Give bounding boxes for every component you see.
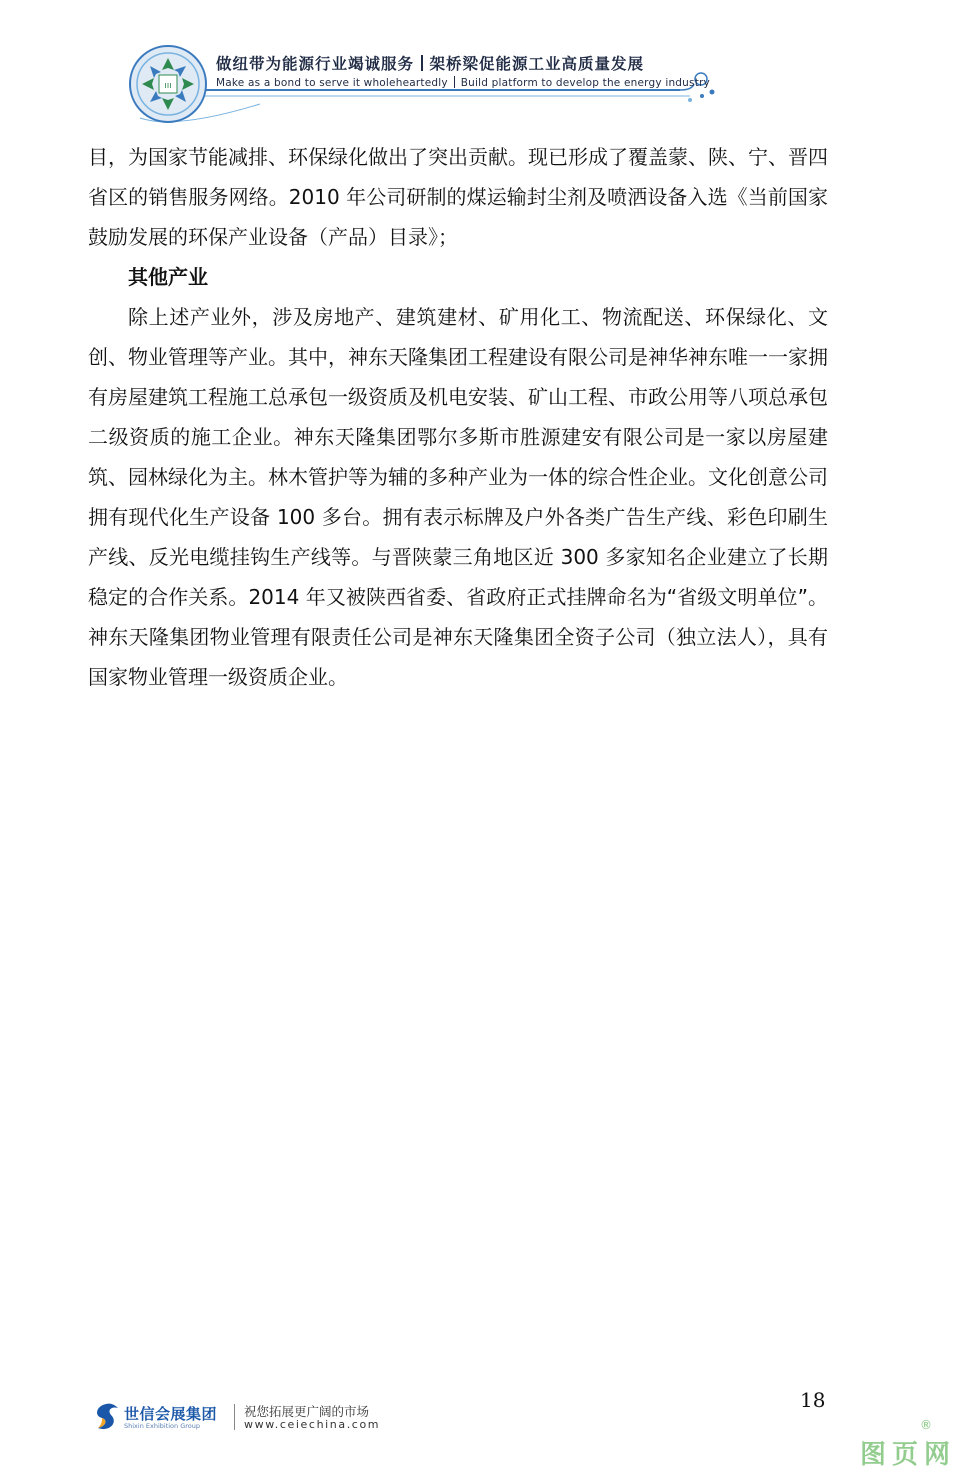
company-name-en: Shixin Exhibition Group xyxy=(124,1422,201,1430)
watermark-text: 图页网 xyxy=(860,1440,957,1470)
header-slogan-cn xyxy=(216,52,644,74)
expo-logo-icon xyxy=(128,44,208,124)
slogan-divider xyxy=(454,76,455,88)
footer-divider xyxy=(234,1404,235,1430)
section-heading: 其他产业 xyxy=(128,265,208,289)
slogan-en-right: Build platform to develop the energy industry xyxy=(460,77,710,89)
slogan-en-left: Make as a bond to serve it wholeheartedly xyxy=(216,77,448,89)
shixin-logo-icon xyxy=(92,1402,120,1432)
paragraph-other-industries: 除上述产业外，涉及房地产、建筑建材、矿用化工、物流配送、环保绿化、文创、物业管理等产业。其中，神东天隆集团工程建设有限公司是神华神东唯一一家拥有房屋建筑工程施工总承包一级资质及机电安装、矿山工程、市政公用等八项总承包二级资质的施工企业。神东天隆集团鄂尔多斯市胜源建安有限公司是一家以房屋建筑、园林绿化为主。林木管护等为辅的多种产业为一体的综合性企业。文化创意公司拥有现代化生产设备 100 多台。拥有表示标牌及户外各类广告生产线、彩色印刷生产线、反光电缆挂钩生产线等。与晋陕蒙三角地区近 300 多家知名企业建立了长期稳定的合作关系。2014 年又被陕西省委、省政府正式挂牌命名为“省级文明单位”。神东天隆集团物业管理有限责任公司是神东天隆集团全资子公司（独立法人），具有国家物业管理一级资质企业。 xyxy=(88,305,828,689)
footer-brand xyxy=(92,1400,382,1436)
slogan-divider xyxy=(421,55,423,71)
watermark-registered-mark: ® xyxy=(920,1418,932,1432)
page-number: 18 xyxy=(800,1388,826,1412)
footer-url: www.ceiechina.com xyxy=(244,1418,381,1431)
footer-tagline: 祝您拓展更广阔的市场 xyxy=(244,1404,370,1419)
slogan-cn-left: 做纽带为能源行业竭诚服务 xyxy=(216,55,415,73)
slogan-cn-right: 架桥梁促能源工业高质量发展 xyxy=(429,55,645,73)
paragraph-continuation: 目，为国家节能减排、环保绿化做出了突出贡献。现已形成了覆盖蒙、陕、宁、晋四省区的销售服务网络。2010 年公司研制的煤运输封尘剂及喷洒设备入选《当前国家鼓励发展的环保产业设备（产品）目录》； xyxy=(88,145,828,249)
company-name: 世信会展集团 xyxy=(124,1405,218,1423)
page-content xyxy=(88,137,828,697)
svg-text:ııı: ııı xyxy=(164,81,172,91)
header-slogan-en xyxy=(216,76,710,89)
page-header xyxy=(0,0,980,130)
